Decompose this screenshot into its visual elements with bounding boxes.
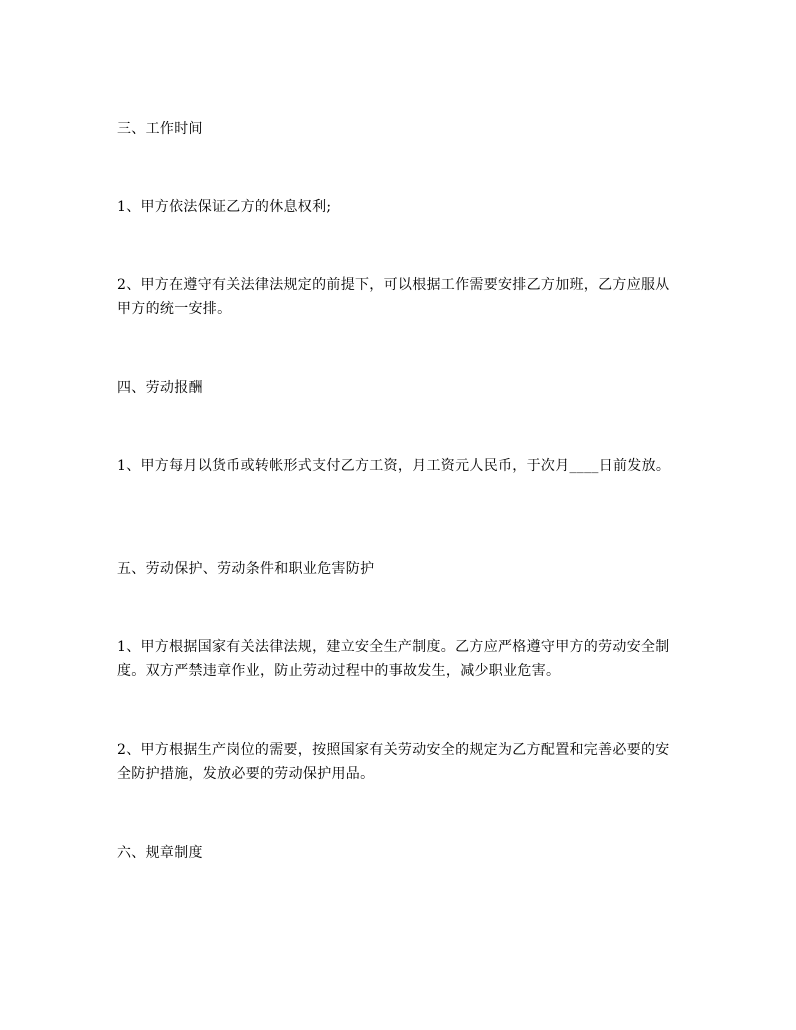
section-heading-remuneration: 四、劳动报酬 bbox=[117, 380, 203, 396]
work-time-clause-2: 2、甲方在遵守有关法律法规定的前提下，可以根据工作需要安排乙方加班，乙方应服从甲方的统一安排。 bbox=[117, 277, 670, 317]
section-heading-rules: 六、规章制度 bbox=[117, 845, 203, 861]
protection-clause-2: 2、甲方根据生产岗位的需要，按照国家有关劳动安全的规定为乙方配置和完善必要的安全防护措施，发放必要的劳动保护用品。 bbox=[117, 742, 670, 782]
protection-clause-1: 1、甲方根据国家有关法律法规，建立安全生产制度。乙方应严格遵守甲方的劳动安全制度。双方严禁违章作业，防止劳动过程中的事故发生，减少职业危害。 bbox=[117, 639, 670, 679]
section-heading-protection: 五、劳动保护、劳动条件和职业危害防护 bbox=[117, 561, 375, 577]
section-heading-work-time: 三、工作时间 bbox=[117, 121, 203, 137]
remuneration-clause-1: 1、甲方每月以货币或转帐形式支付乙方工资，月工资元人民币，于次月____日前发放。 bbox=[117, 458, 671, 474]
work-time-clause-1: 1、甲方依法保证乙方的休息权利; bbox=[117, 199, 332, 215]
